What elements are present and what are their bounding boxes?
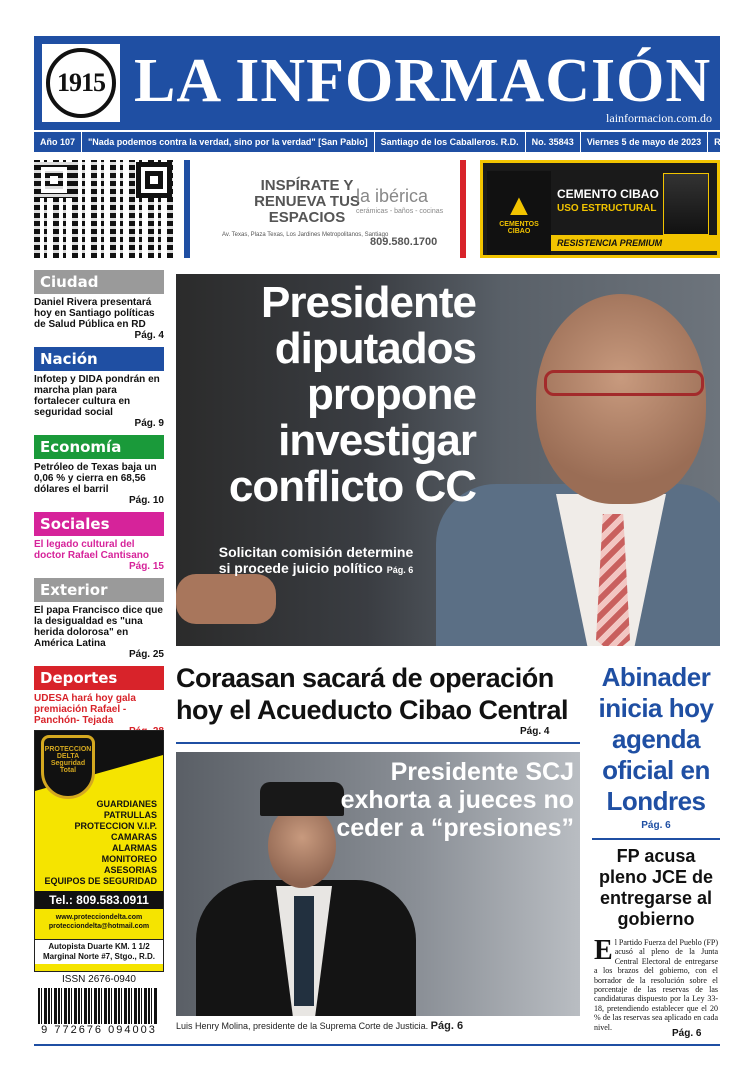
ad-cemento-cibao[interactable] — [480, 160, 720, 258]
teaser-page: Pág. 9 — [134, 418, 164, 429]
teaser-text: El legado cultural del doctor Rafael Cantisano — [34, 539, 150, 561]
delta-service-item: PROTECCION V.I.P. — [74, 821, 157, 831]
teaser-text: UDESA hará hoy gala premiación Rafael -Panchón- Tejada — [34, 693, 136, 726]
hero-photo-glasses — [544, 370, 704, 396]
section-teaser[interactable] — [34, 605, 164, 660]
bird-icon: ▲ — [504, 189, 534, 222]
scj-photo-tie — [294, 896, 314, 1006]
bottom-divider — [34, 1044, 720, 1046]
section-header[interactable]: Ciudad — [34, 270, 164, 294]
hero-headline: Presidente diputados propone investigar conflicto CC — [228, 278, 476, 511]
fp-page: Pág. 6 — [672, 1028, 702, 1039]
iberica-address: Av. Texas, Plaza Texas, Los Jardines Metropolitanos, Santiago — [222, 232, 389, 238]
delta-service-item: ASESORIAS — [103, 865, 157, 875]
delta-service-item: CAMARAS — [111, 832, 157, 842]
delta-services — [44, 799, 157, 887]
fp-body — [594, 935, 719, 1032]
cemento-title: CEMENTO CIBAO — [557, 187, 659, 201]
delta-service-item: MONITOREO — [101, 854, 157, 864]
sidebar-section-exterior[interactable] — [34, 578, 164, 660]
hero-photo-head — [536, 294, 706, 504]
hero-subheadline — [216, 544, 416, 578]
logo-1915 — [42, 44, 120, 122]
scj-caption-text: Luis Henry Molina, presidente de la Suprema Corte de Justicia. — [176, 1021, 429, 1031]
hero-page: Pág. 6 — [386, 565, 414, 575]
delta-address: Autopista Duarte KM. 1 1/2 Marginal Norte #7, Stgo., R.D. — [35, 939, 163, 964]
masthead — [34, 36, 720, 130]
sidebar-section-nación[interactable] — [34, 347, 164, 429]
fp-body-text: l Partido Fuerza del Pueblo (FP) acusó al pleno de la Junta Central Electoral de entregarse a los brazos del gobierno, con el borrador de la resolución sobre el porcentaje de las reservas de las candidaturas dispuesto por la Ley 33-18, pretendiendo establecer que el 20 % de las reservas sea aplicado en cada nivel. — [594, 938, 719, 1032]
teaser-page: Pág. 25 — [128, 649, 164, 660]
cemento-strip: RESISTENCIA PREMIUM — [551, 235, 717, 251]
section-teaser[interactable] — [34, 297, 164, 341]
fp-drop-cap: E — [594, 935, 613, 966]
fp-headline[interactable]: FP acusa pleno JCE de entregarse al gobierno — [598, 846, 714, 929]
divider — [592, 838, 720, 840]
section-header[interactable]: Nación — [34, 347, 164, 371]
iberica-phone: 809.580.1700 — [370, 236, 438, 248]
hero-photo-hand — [176, 574, 276, 624]
teaser-text: Daniel Rivera presentará hoy en Santiago políticas de Salud Pública en RD — [34, 297, 155, 330]
info-price: RD$10 — [714, 137, 743, 147]
iberica-sub: cerámicas - baños - cocinas — [356, 208, 444, 215]
sidebar-news — [34, 270, 164, 743]
logo-text: 1915 — [46, 48, 116, 118]
ads-row — [34, 160, 720, 260]
ad-proteccion-delta[interactable] — [34, 730, 164, 972]
newspaper-url[interactable]: lainformacion.com.do — [606, 111, 712, 125]
delta-email[interactable]: protecciondelta@hotmail.com — [48, 923, 150, 930]
abinader-headline[interactable]: Abinader inicia hoy agenda oficial en Londres — [598, 662, 714, 816]
section-teaser[interactable] — [34, 462, 164, 506]
sidebar-section-deportes[interactable] — [34, 666, 164, 737]
teaser-text: El papa Francisco dice que la desigualdad es "una herida dolorosa" en América Latina — [34, 605, 163, 649]
qr-code-icon[interactable] — [34, 160, 174, 258]
info-bar — [34, 132, 743, 152]
hero-sub-text: Solicitan comisión determine si procede juicio político — [218, 544, 414, 576]
coraasan-headline[interactable]: Coraasan sacará de operación hoy el Acueducto Cibao Central — [176, 663, 569, 725]
divider — [176, 742, 580, 744]
section-header[interactable]: Exterior — [34, 578, 164, 602]
delta-service-item: GUARDIANES — [96, 799, 157, 809]
delta-service-item: EQUIPOS DE SEGURIDAD — [44, 876, 157, 886]
scj-caption — [176, 1020, 580, 1032]
scj-headline: Presidente SCJ exhorta a jueces no ceder a “presiones” — [336, 758, 574, 842]
section-header[interactable]: Economía — [34, 435, 164, 459]
sidebar-section-economía[interactable] — [34, 435, 164, 506]
teaser-text: Petróleo de Texas baja un 0,06 % y cierra en 68,56 dólares el barril — [34, 462, 157, 495]
info-motto: "Nada podemos contra la verdad, sino por la verdad" [San Pablo] — [82, 132, 375, 152]
shield-icon: PROTECCION DELTA Seguridad Total — [41, 735, 95, 799]
info-year: Año 107 — [34, 132, 82, 152]
cementos-cibao-logo — [487, 171, 551, 255]
scj-page: Pág. 6 — [430, 1020, 464, 1032]
delta-phone: Tel.: 809.583.0911 — [35, 891, 163, 909]
delta-service-item: ALARMAS — [112, 843, 157, 853]
cement-bag-image — [663, 173, 709, 235]
info-date: Viernes 5 de mayo de 2023 — [581, 132, 708, 152]
sidebar-section-sociales[interactable] — [34, 512, 164, 572]
delta-web — [35, 913, 163, 931]
cemento-logo-text: CEMENTOS CIBAO — [499, 221, 539, 235]
teaser-text: Infotep y DIDA pondrán en marcha plan para fortalecer cultura en seguridad social — [34, 374, 160, 418]
section-teaser[interactable] — [34, 539, 164, 572]
scj-story[interactable] — [176, 752, 580, 1016]
section-teaser[interactable] — [34, 374, 164, 429]
section-header[interactable]: Deportes — [34, 666, 164, 690]
cemento-uso: USO ESTRUCTURAL — [557, 203, 657, 214]
sidebar-section-ciudad[interactable] — [34, 270, 164, 341]
iberica-tagline: INSPÍRATE Y RENUEVA TUS ESPACIOS — [254, 177, 360, 226]
teaser-page: Pág. 4 — [134, 330, 164, 341]
teaser-page: Pág. 10 — [128, 495, 164, 506]
delta-service-item: PATRULLAS — [103, 810, 157, 820]
barcode-icon — [38, 988, 158, 1024]
newspaper-title: LA INFORMACIÓN — [134, 47, 712, 115]
barcode-number: 9 772676 094003 — [41, 1024, 157, 1036]
delta-website[interactable]: www.protecciondelta.com — [55, 914, 143, 921]
info-city: Santiago de los Caballeros. R.D. — [375, 132, 526, 152]
issn: ISSN 2676-0940 — [62, 974, 136, 985]
info-number: No. 35843 — [526, 132, 581, 152]
abinader-page: Pág. 6 — [641, 820, 671, 831]
ad-la-iberica[interactable] — [184, 160, 466, 258]
teaser-page: Pág. 15 — [128, 561, 164, 572]
iberica-brand: la ibérica — [356, 186, 429, 206]
hero-story[interactable] — [176, 274, 720, 646]
coraasan-page: Pág. 4 — [520, 726, 550, 737]
section-header[interactable]: Sociales — [34, 512, 164, 536]
